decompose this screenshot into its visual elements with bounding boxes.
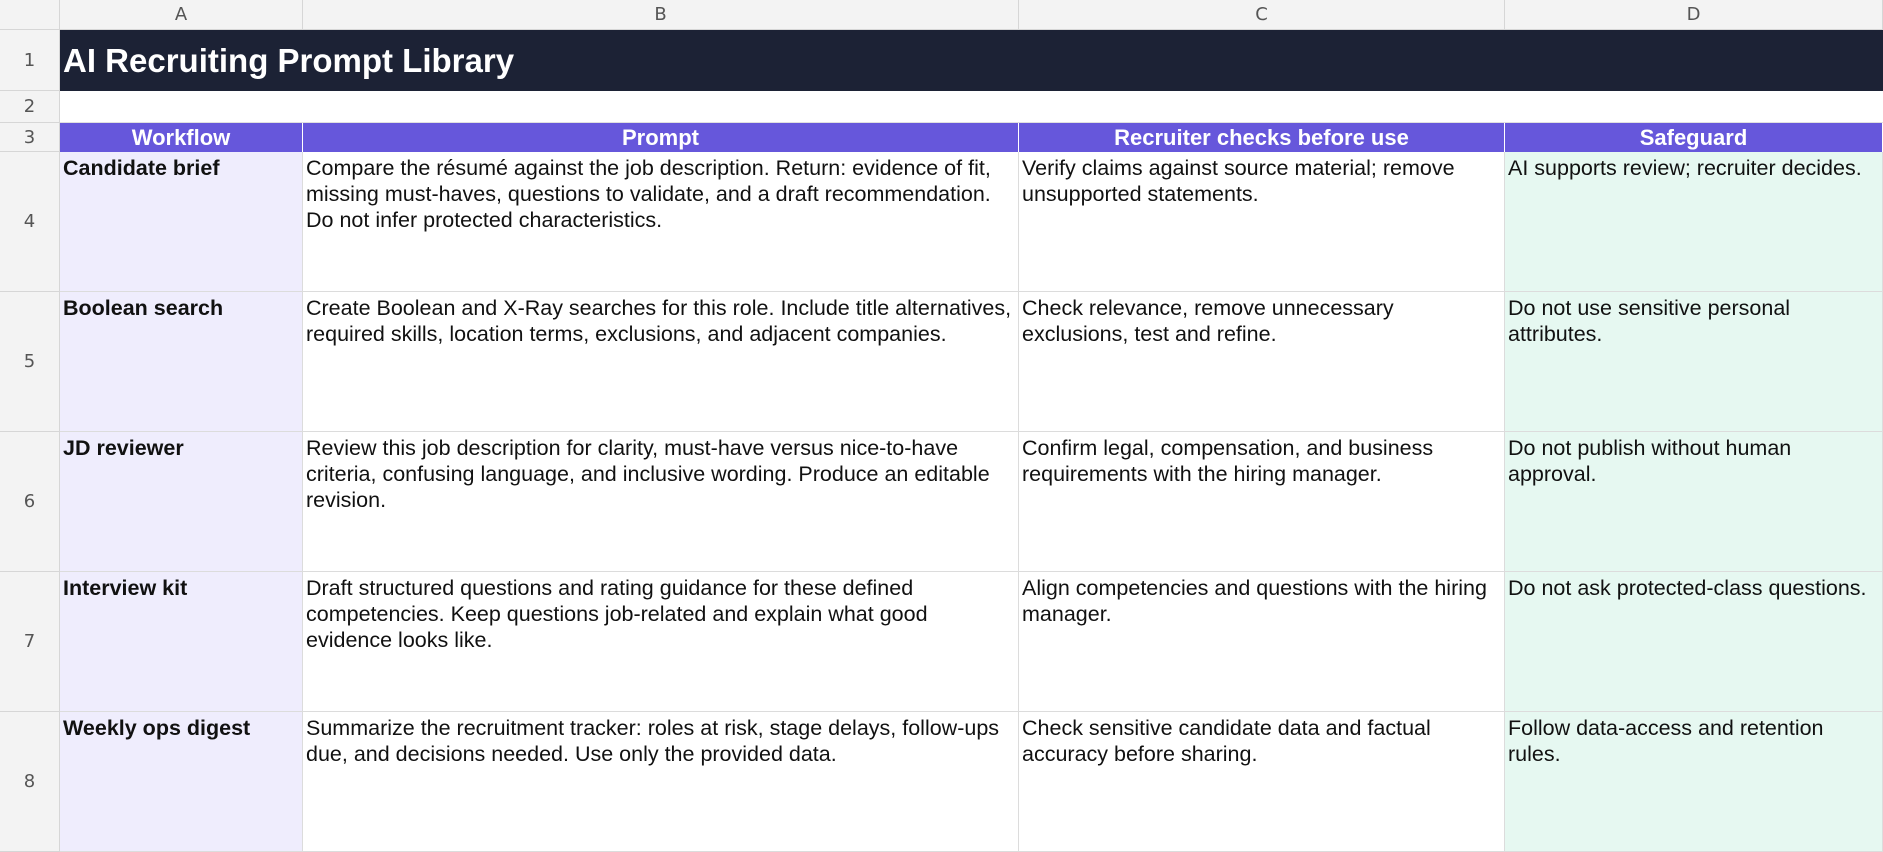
- check-cell[interactable]: Check relevance, remove unnecessary exclusions, test and refine.: [1019, 292, 1505, 432]
- check-cell[interactable]: Confirm legal, compensation, and business requirements with the hiring manager.: [1019, 432, 1505, 572]
- prompt-cell[interactable]: Draft structured questions and rating guidance for these defined competencies. Keep questions job-related and explain what good evidence looks like.: [303, 572, 1019, 712]
- row-header-8[interactable]: 8: [0, 712, 60, 852]
- workflow-cell[interactable]: JD reviewer: [60, 432, 303, 572]
- row-header-2[interactable]: 2: [0, 91, 60, 123]
- workflow-cell[interactable]: Weekly ops digest: [60, 712, 303, 852]
- title-cell[interactable]: AI Recruiting Prompt Library: [60, 30, 1883, 91]
- row-header-7[interactable]: 7: [0, 572, 60, 712]
- select-all-corner[interactable]: [0, 0, 60, 30]
- column-header-a[interactable]: A: [60, 0, 303, 30]
- row-header-1[interactable]: 1: [0, 30, 60, 91]
- workflow-cell[interactable]: Interview kit: [60, 572, 303, 712]
- safeguard-cell[interactable]: Do not publish without human approval.: [1505, 432, 1883, 572]
- safeguard-cell[interactable]: Do not use sensitive personal attributes.: [1505, 292, 1883, 432]
- header-cell-safeguard[interactable]: Safeguard: [1505, 123, 1883, 152]
- column-header-c[interactable]: C: [1019, 0, 1505, 30]
- safeguard-cell[interactable]: AI supports review; recruiter decides.: [1505, 152, 1883, 292]
- safeguard-cell[interactable]: Follow data-access and retention rules.: [1505, 712, 1883, 852]
- check-cell[interactable]: Verify claims against source material; remove unsupported statements.: [1019, 152, 1505, 292]
- workflow-cell[interactable]: Boolean search: [60, 292, 303, 432]
- row-header-6[interactable]: 6: [0, 432, 60, 572]
- prompt-cell[interactable]: Create Boolean and X-Ray searches for this role. Include title alternatives, required skills, location terms, exclusions, and adjacent companies.: [303, 292, 1019, 432]
- prompt-cell[interactable]: Compare the résumé against the job description. Return: evidence of fit, missing must-haves, questions to validate, and a draft recommendation. Do not infer protected characteristics.: [303, 152, 1019, 292]
- check-cell[interactable]: Align competencies and questions with the hiring manager.: [1019, 572, 1505, 712]
- column-header-d[interactable]: D: [1505, 0, 1883, 30]
- row-header-5[interactable]: 5: [0, 292, 60, 432]
- check-cell[interactable]: Check sensitive candidate data and factual accuracy before sharing.: [1019, 712, 1505, 852]
- header-cell-workflow[interactable]: Workflow: [60, 123, 303, 152]
- prompt-cell[interactable]: Summarize the recruitment tracker: roles at risk, stage delays, follow-ups due, and decisions needed. Use only the provided data.: [303, 712, 1019, 852]
- header-cell-checks[interactable]: Recruiter checks before use: [1019, 123, 1505, 152]
- row-header-3[interactable]: 3: [0, 123, 60, 152]
- column-header-b[interactable]: B: [303, 0, 1019, 30]
- workflow-cell[interactable]: Candidate brief: [60, 152, 303, 292]
- row-header-4[interactable]: 4: [0, 152, 60, 292]
- header-cell-prompt[interactable]: Prompt: [303, 123, 1019, 152]
- prompt-cell[interactable]: Review this job description for clarity, must-have versus nice-to-have criteria, confusing language, and inclusive wording. Produce an editable revision.: [303, 432, 1019, 572]
- blank-row-cell[interactable]: [60, 91, 1883, 123]
- safeguard-cell[interactable]: Do not ask protected-class questions.: [1505, 572, 1883, 712]
